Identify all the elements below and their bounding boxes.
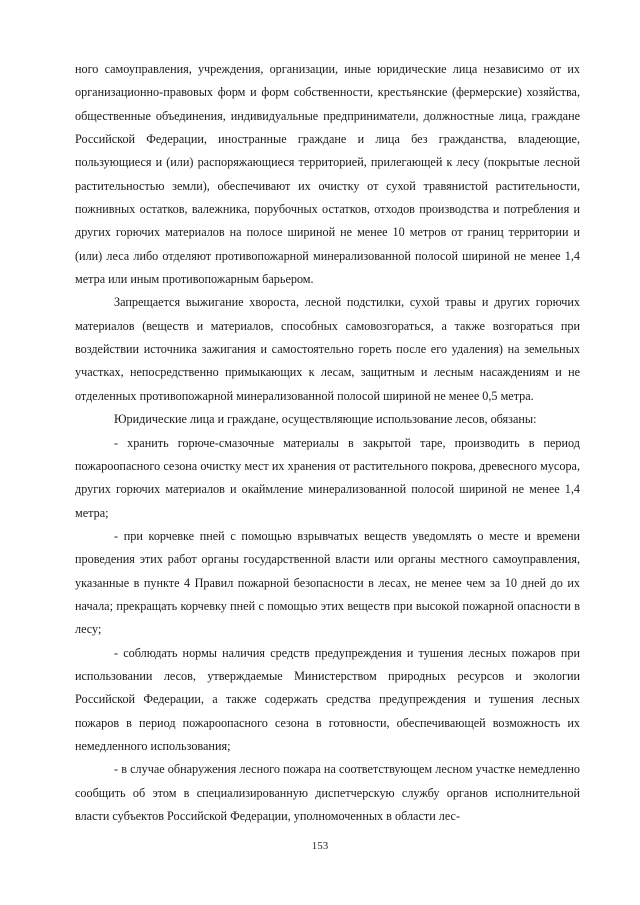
paragraph-prohibition: Запрещается выжигание хвороста, лесной подстилки, сухой травы и других горючих материалов (веществ и материалов, способных самовозгораться, а также возгораться при воздействии источника зажигания и самостоятельно гореть после его удаления) на земельных участках, непосредственно примыкающих к лесам, защитным и лесным насаждениям и не отделенных противопожарной минерализованной полосой шириной не менее 0,5 метра. bbox=[75, 295, 580, 403]
paragraph-continuation: ного самоуправления, учреждения, организации, иные юридические лица независимо от их организационно-правовых форм и форм собственности, крестьянские (фермерские) хозяйства, общественные объединения, индивидуальные предприниматели, должностные лица, граждане Российской Федерации, иностранные граждане и лица без гражданства, владеющие, пользующиеся и (или) распоряжающиеся территорией, прилегающей к лесу (покрытые лесной растительностью земли), обеспечивают их очистку от сухой травянистой растительности, пожнивных остатков, валежника, порубочных остатков, отходов производства и потребления и других горючих материалов на полосе шириной не менее 10 метров от границ территории и (или) леса либо отделяют противопожарной минерализованной полосой шириной не менее 1,4 метра или иным противопожарным барьером. bbox=[75, 62, 580, 287]
list-item-fuel-storage: - хранить горюче-смазочные материалы в закрытой таре, производить в период пожароопасного сезона очистку мест их хранения от растительного покрова, древесного мусора, других горючих материалов и окаймление минерализованной полосой шириной не менее 1,4 метра; bbox=[75, 435, 580, 520]
list-item-stump-removal: - при корчевке пней с помощью взрывчатых веществ уведомлять о месте и времени проведения этих работ органы государственной власти или органы местного самоуправления, указанные в пункте 4 Правил пожарной безопасности в лесах, не менее чем за 10 дней до их начала; прекращать корчевку пней с помощью этих веществ при высокой пожарной опасности в лесу; bbox=[75, 528, 580, 637]
list-item-fire-reporting: - в случае обнаружения лесного пожара на соответствующем лесном участке немедленно сообщить об этом в специализированную диспетчерскую службу органов исполнительной власти субъектов Российской Федерации, уполномоченных в области лес- bbox=[75, 762, 580, 823]
page-number: 153 bbox=[311, 840, 329, 852]
paragraph-obligations-intro: Юридические лица и граждане, осуществляющие использование лесов, обязаны: bbox=[114, 412, 537, 427]
document-body bbox=[75, 58, 580, 828]
list-item-fire-equipment: - соблюдать нормы наличия средств предупреждения и тушения лесных пожаров при использовании лесов, утверждаемые Министерством природных ресурсов и экологии Российской Федерации, а также содержать средства предупреждения и тушения лесных пожаров в период пожароопасного сезона в готовности, обеспечивающей возможность их немедленного использования; bbox=[75, 645, 580, 753]
